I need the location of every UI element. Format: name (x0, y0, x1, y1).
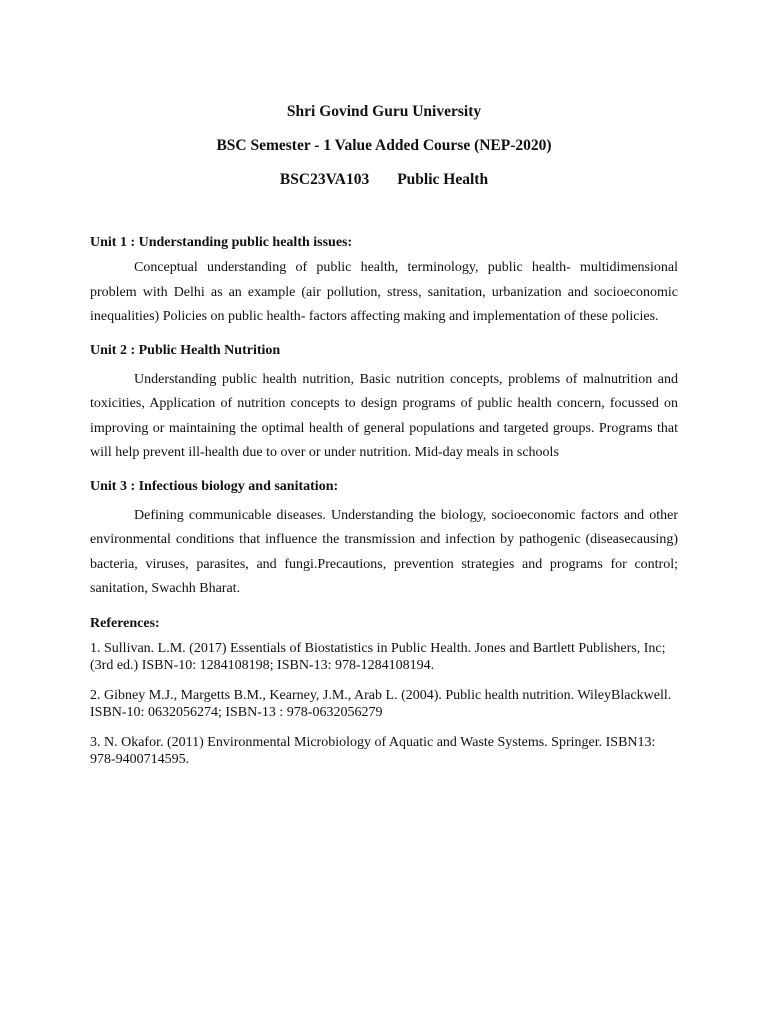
unit-2-body: Understanding public health nutrition, Basic nutrition concepts, problems of malnutrition and toxicities, Application of nutrition concepts to design programs of public health concern, focussed on improving or maintaining the optimal health of general populations and targeted groups. Programs that will help prevent ill-health due to over or under nutrition. Mid-day meals in schools (90, 371, 678, 460)
unit-1-body: Conceptual understanding of public health, terminology, public health- multidimensional problem with Delhi as an example (air pollution, stress, sanitation, urbanization and socioeconomic inequalities) Policies on public health- factors affecting making and implementation of these policies. (90, 260, 678, 324)
unit-3-heading: Unit 3 : Infectious biology and sanitation: (90, 478, 339, 494)
course-name: Public Health (397, 171, 489, 188)
reference-item-1: 1. Sullivan. L.M. (2017) Essentials of Biostatistics in Public Health. Jones and Bartlett Publishers, Inc; (3rd ed.) ISBN-10: 1284108198; ISBN-13: 978-1284108194. (90, 640, 666, 673)
reference-item-3: 3. N. Okafor. (2011) Environmental Microbiology of Aquatic and Waste Systems. Springer. ISBN13: 978-9400714595. (90, 734, 656, 767)
course-line (90, 171, 678, 189)
unit-2-heading: Unit 2 : Public Health Nutrition (90, 342, 281, 358)
semester-line: BSC Semester - 1 Value Added Course (NEP-2020) (216, 137, 552, 154)
references-heading: References: (90, 615, 160, 631)
course-code: BSC23VA103 (279, 171, 370, 188)
reference-item-2: 2. Gibney M.J., Margetts B.M., Kearney, J.M., Arab L. (2004). Public health nutrition. WileyBlackwell. ISBN-10: 0632056274; ISBN-13 : 978-0632056279 (90, 687, 672, 720)
unit-1-heading: Unit 1 : Understanding public health issues: (90, 235, 353, 250)
unit-3-body: Defining communicable diseases. Understanding the biology, socioeconomic factors and other environmental conditions that influence the transmission and infection by pathogenic (diseasecausing) bacteria, viruses, parasites, and fungi.Precautions, prevention strategies and programs for control; sanitation, Swachh Bharat. (90, 507, 678, 596)
university-title: Shri Govind Guru University (286, 103, 482, 120)
